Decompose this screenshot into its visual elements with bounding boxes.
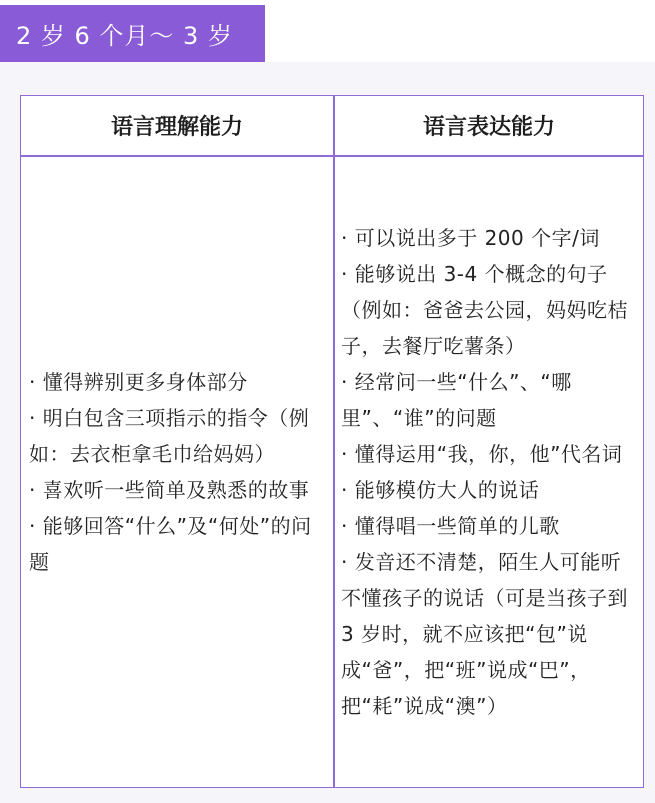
expression-item: · 发音还不清楚，陌生人可能听不懂孩子的说话（可是当孩子到 3 岁时，就不应该把“包”说成“爸”，把“班”说成“巴”，把“耗”说成“澳”） bbox=[341, 550, 628, 718]
comprehension-header: 语言理解能力 bbox=[110, 115, 243, 140]
expression-item: · 经常问一些“什么”、“哪里”、“谁”的问题 bbox=[341, 370, 572, 430]
language-ability-table bbox=[20, 95, 644, 788]
expression-item: · 可以说出多于 200 个字/词 bbox=[341, 226, 600, 250]
comprehension-item: · 能够回答“什么”及“何处”的问题 bbox=[29, 514, 312, 574]
comprehension-column bbox=[21, 157, 333, 787]
age-range-label: 2 岁 6 个月～ 3 岁 bbox=[16, 22, 233, 50]
comprehension-list bbox=[29, 364, 327, 580]
expression-item: · 能够说出 3-4 个概念的句子（例如：爸爸去公园，妈妈吃桔子，去餐厅吃薯条） bbox=[341, 262, 628, 358]
comprehension-item: · 明白包含三项指示的指令（例如：去衣柜拿毛巾给妈妈） bbox=[29, 406, 310, 466]
expression-column bbox=[334, 157, 644, 787]
expression-list bbox=[341, 220, 640, 724]
expression-item: · 懂得唱一些简单的儿歌 bbox=[341, 514, 560, 538]
comprehension-item: · 懂得辨别更多身体部分 bbox=[29, 370, 248, 394]
age-range-banner bbox=[0, 5, 265, 62]
expression-item: · 懂得运用“我，你，他”代名词 bbox=[341, 442, 623, 466]
expression-item: · 能够模仿大人的说话 bbox=[341, 478, 540, 502]
expression-header: 语言表达能力 bbox=[422, 115, 555, 140]
comprehension-item: · 喜欢听一些简单及熟悉的故事 bbox=[29, 478, 310, 502]
